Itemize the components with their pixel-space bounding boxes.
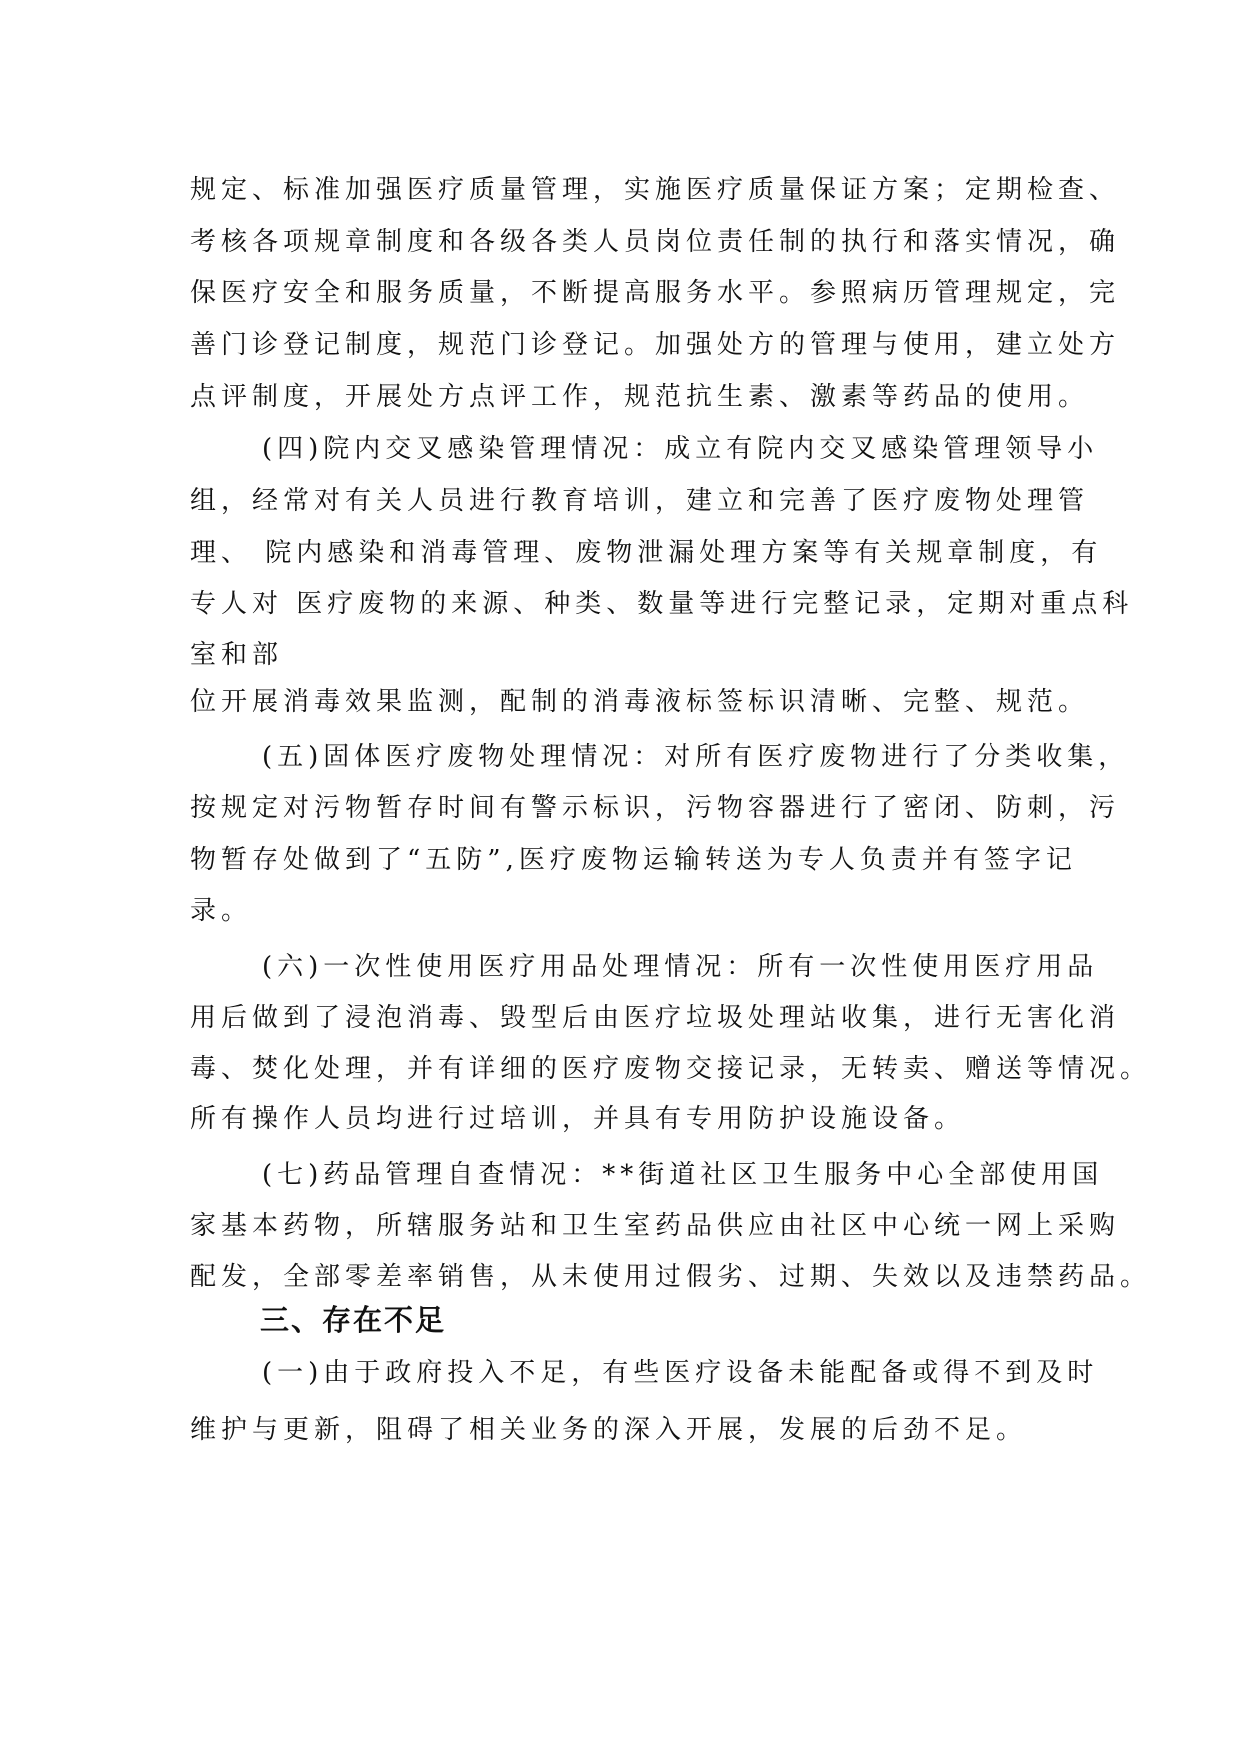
paragraph-2-line-1: (四)院内交叉感染管理情况：成立有院内交叉感染管理领导小 bbox=[262, 434, 1099, 464]
paragraph-1-line-2: 考核各项规章制度和各级各类人员岗位责任制的执行和落实情况，确 bbox=[190, 227, 1121, 257]
paragraph-4-line-1: (六)一次性使用医疗用品处理情况：所有一次性使用医疗用品 bbox=[262, 952, 1099, 982]
paragraph-6-line-2: 维护与更新，阻碍了相关业务的深入开展，发展的后劲不足。 bbox=[190, 1415, 1028, 1445]
paragraph-6-line-1: (一)由于政府投入不足，有些医疗设备未能配备或得不到及时 bbox=[262, 1358, 1099, 1388]
paragraph-2-line-2: 组，经常对有关人员进行教育培训，建立和完善了医疗废物处理管 bbox=[190, 486, 1090, 516]
paragraph-3-line-4: 录。 bbox=[190, 896, 253, 926]
paragraph-2-line-5: 室和部 bbox=[190, 640, 284, 670]
paragraph-5-line-3: 配发，全部零差率销售，从未使用过假劣、过期、失效以及违禁药品。 bbox=[190, 1262, 1152, 1292]
paragraph-5-line-1: (七)药品管理自查情况：**街道社区卫生服务中心全部使用国 bbox=[262, 1160, 1104, 1190]
paragraph-3-line-2: 按规定对污物暂存时间有警示标识，污物容器进行了密闭、防刺，污 bbox=[190, 793, 1121, 823]
paragraph-1-line-3: 保医疗安全和服务质量，不断提高服务水平。参照病历管理规定，完 bbox=[190, 278, 1121, 308]
paragraph-2-line-3: 理、 院内感染和消毒管理、废物泄漏处理方案等有关规章制度，有 bbox=[190, 538, 1103, 568]
paragraph-2-line-4: 专人对 医疗废物的来源、种类、数量等进行完整记录，定期对重点科 bbox=[190, 589, 1134, 619]
paragraph-4-line-4: 所有操作人员均进行过培训，并具有专用防护设施设备。 bbox=[190, 1104, 966, 1134]
paragraph-4-line-2: 用后做到了浸泡消毒、毁型后由医疗垃圾处理站收集，进行无害化消 bbox=[190, 1003, 1121, 1033]
paragraph-3-line-3: 物暂存处做到了“五防”,医疗废物运输转送为专人负责并有签字记 bbox=[190, 845, 1077, 875]
paragraph-1-line-1: 规定、标准加强医疗质量管理，实施医疗质量保证方案；定期检查、 bbox=[190, 175, 1121, 205]
paragraph-1-line-4: 善门诊登记制度，规范门诊登记。加强处方的管理与使用，建立处方 bbox=[190, 330, 1121, 360]
paragraph-1-line-5: 点评制度，开展处方点评工作，规范抗生素、激素等药品的使用。 bbox=[190, 382, 1090, 412]
section-heading: 三、存在不足 bbox=[260, 1303, 447, 1337]
paragraph-5-line-2: 家基本药物，所辖服务站和卫生室药品供应由社区中心统一网上采购 bbox=[190, 1211, 1121, 1241]
paragraph-4-line-3: 毒、焚化处理，并有详细的医疗废物交接记录，无转卖、赠送等情况。 bbox=[190, 1054, 1152, 1084]
paragraph-3-line-1: (五)固体医疗废物处理情况：对所有医疗废物进行了分类收集， bbox=[262, 742, 1130, 772]
paragraph-2-line-6: 位开展消毒效果监测，配制的消毒液标签标识清晰、完整、规范。 bbox=[190, 687, 1090, 717]
